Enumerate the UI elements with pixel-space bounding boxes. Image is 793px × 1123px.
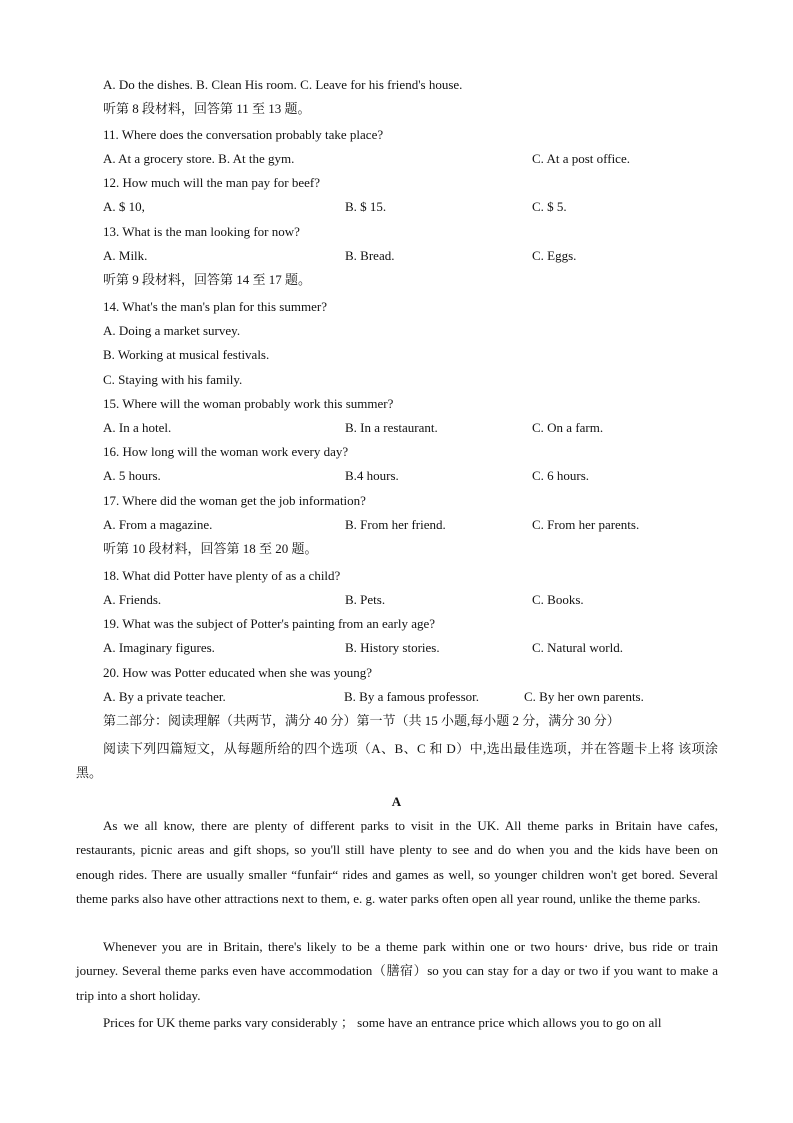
passage-paragraph: Prices for UK theme parks vary considerably ； some have an entrance price which allows you to go on all <box>103 1015 662 1030</box>
q13-question: 13. What is the man looking for now? <box>103 224 300 239</box>
reading-instructions: 阅读下列四篇短文，从每题所给的四个选项（A、B、C 和 D）中,选出最佳选项，并在答题卡上将 该项涂黑。 <box>76 741 718 781</box>
q18-option-c: C. Books. <box>532 592 584 607</box>
q17-option-b: B. From her friend. <box>345 517 446 532</box>
q12-option-b: B. $ 15. <box>345 199 387 214</box>
q15-option-a: A. In a hotel. <box>103 420 172 435</box>
q14-option-b: B. Working at musical festivals. <box>103 347 270 362</box>
q12-option-a: A. $ 10, <box>103 199 145 214</box>
q13-option-c: C. Eggs. <box>532 248 577 263</box>
part-two-heading: 第二部分：阅读理解（共两节，满分 40 分）第一节（共 15 小题,每小题 2 分，满分 30 分） <box>103 713 620 728</box>
q12-question: 12. How much will the man pay for beef? <box>103 175 320 190</box>
q20-option-b: B. By a famous professor. <box>344 689 480 704</box>
q20-option-a: A. By a private teacher. <box>103 689 226 704</box>
q19-option-b: B. History stories. <box>345 640 440 655</box>
passage-title: A <box>391 794 402 809</box>
q16-option-a: A. 5 hours. <box>103 468 161 483</box>
q16-question: 16. How long will the woman work every day? <box>103 444 349 459</box>
q14-option-c: C. Staying with his family. <box>103 372 243 387</box>
q11-option-a-b: A. At a grocery store. B. At the gym. <box>103 151 295 166</box>
q20-option-c: C. By her own parents. <box>524 689 644 704</box>
q17-question: 17. Where did the woman get the job information? <box>103 493 366 508</box>
q14-option-a: A. Doing a market survey. <box>103 323 241 338</box>
q19-option-a: A. Imaginary figures. <box>103 640 215 655</box>
q13-option-b: B. Bread. <box>345 248 395 263</box>
q19-option-c: C. Natural world. <box>532 640 623 655</box>
q10-options: A. Do the dishes. B. Clean His room. C. Leave for his friend's house. <box>103 77 463 92</box>
q13-option-a: A. Milk. <box>103 248 148 263</box>
q17-option-c: C. From her parents. <box>532 517 640 532</box>
passage-paragraph: Whenever you are in Britain, there's likely to be a theme park within one or two hours‧ drive, bus ride or train journey. Several theme parks even have accommodation（膳宿）so you can stay for a day or two if you want to make a trip into a short holiday. <box>76 939 718 1003</box>
q16-option-c: C. 6 hours. <box>532 468 590 483</box>
q16-option-b: B.4 hours. <box>345 468 399 483</box>
q14-question: 14. What's the man's plan for this summer? <box>103 299 327 314</box>
q15-question: 15. Where will the woman probably work this summer? <box>103 396 394 411</box>
q11-option-c: C. At a post office. <box>532 151 630 166</box>
passage-paragraph: As we all know, there are plenty of different parks to visit in the UK. All theme parks in Britain have cafes, restaurants, picnic areas and gift shops, so you'll still have plenty to see and do when you and the kids have been on enough rides. There are usually smaller “funfair“ rides and games as well, so younger children won't get bored. Several theme parks also have other attractions next to them, e. g. water parks often open all year round, unlike the theme parks. <box>76 818 718 906</box>
q11-question: 11. Where does the conversation probably take place? <box>103 127 384 142</box>
q18-option-a: A. Friends. <box>103 592 162 607</box>
q15-option-c: C. On a farm. <box>532 420 604 435</box>
group10-intro: 听第 10 段材料，回答第 18 至 20 题。 <box>103 541 318 556</box>
q20-question: 20. How was Potter educated when she was young? <box>103 665 372 680</box>
q15-option-b: B. In a restaurant. <box>345 420 438 435</box>
q12-option-c: C. $ 5. <box>532 199 567 214</box>
q17-option-a: A. From a magazine. <box>103 517 213 532</box>
q18-question: 18. What did Potter have plenty of as a child? <box>103 568 341 583</box>
q19-question: 19. What was the subject of Potter's painting from an early age? <box>103 616 436 631</box>
group8-intro: 听第 8 段材料，回答第 11 至 13 题。 <box>103 101 311 116</box>
q18-option-b: B. Pets. <box>345 592 386 607</box>
group9-intro: 听第 9 段材料，回答第 14 至 17 题。 <box>103 272 312 287</box>
